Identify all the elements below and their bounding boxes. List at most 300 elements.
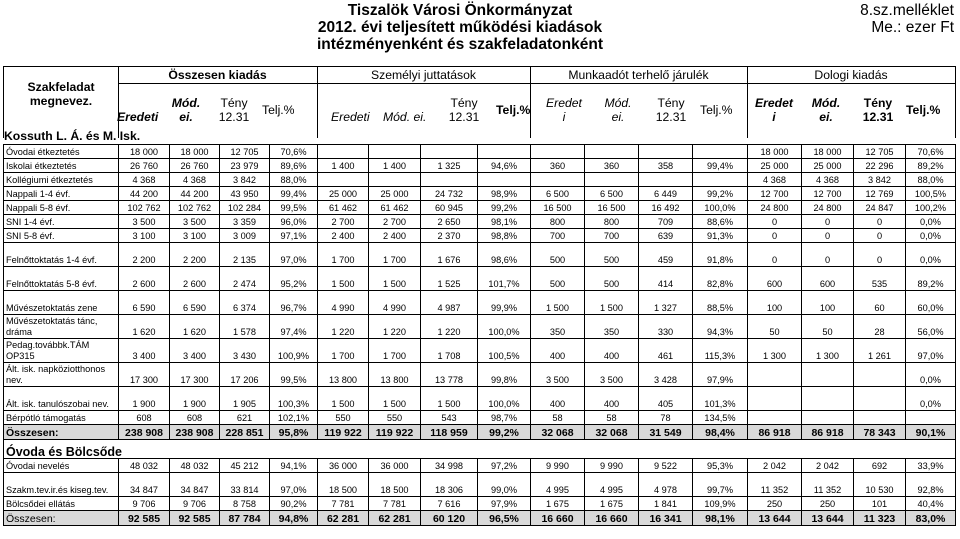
value-cell: 0 xyxy=(854,229,906,243)
value-cell: 3 428 xyxy=(639,363,693,387)
value-cell xyxy=(802,411,854,425)
value-cell: 34 998 xyxy=(421,459,478,473)
value-cell: 16 660 xyxy=(585,511,639,526)
row-label: Kollégiumi étkeztetés xyxy=(4,173,119,187)
value-cell: 33,9% xyxy=(906,459,956,473)
value-cell: 100,2% xyxy=(906,201,956,215)
value-cell: 360 xyxy=(531,159,585,173)
sub-eredet-4: Eredet i xyxy=(755,96,793,124)
value-cell: 1 700 xyxy=(369,339,421,363)
section-title: Óvoda és Bölcsőde xyxy=(4,440,956,459)
value-cell: 1 841 xyxy=(639,497,693,511)
value-cell: 98,9% xyxy=(478,187,531,201)
value-cell: 0 xyxy=(802,243,854,267)
sub-mod-ei-2: Mód. ei. xyxy=(383,110,427,124)
value-cell: 0,0% xyxy=(906,243,956,267)
value-cell: 400 xyxy=(585,387,639,411)
value-cell: 32 068 xyxy=(531,425,585,440)
value-cell: 1 700 xyxy=(318,243,369,267)
value-cell: 78 xyxy=(639,411,693,425)
value-cell: 99,8% xyxy=(478,363,531,387)
value-cell: 3 100 xyxy=(170,229,220,243)
title-line-3: intézményenként és szakfeladatonként xyxy=(317,36,603,53)
value-cell: 350 xyxy=(585,315,639,339)
value-cell: 1 676 xyxy=(421,243,478,267)
value-cell: 500 xyxy=(531,267,585,291)
value-cell: 1 220 xyxy=(421,315,478,339)
value-cell: 16 660 xyxy=(531,511,585,526)
value-cell: 11 323 xyxy=(854,511,906,526)
value-cell: 2 370 xyxy=(421,229,478,243)
value-cell: 16 492 xyxy=(639,201,693,215)
value-cell: 1 500 xyxy=(318,267,369,291)
value-cell: 109,9% xyxy=(693,497,748,511)
value-cell: 97,0% xyxy=(270,243,318,267)
value-cell: 50 xyxy=(748,315,802,339)
value-cell xyxy=(585,145,639,159)
value-cell: 97,2% xyxy=(478,459,531,473)
value-cell: 16 341 xyxy=(639,511,693,526)
row-label: Bérpótló támogatás xyxy=(4,411,119,425)
value-cell: 101,7% xyxy=(478,267,531,291)
value-cell: 7 781 xyxy=(369,497,421,511)
sub-eredet-3: Eredet i xyxy=(546,96,582,124)
value-cell: 134,5% xyxy=(693,411,748,425)
group-szemelyi: Személyi juttatások xyxy=(371,68,476,82)
value-cell: 1 500 xyxy=(318,387,369,411)
value-cell: 18 500 xyxy=(318,473,369,497)
value-cell: 100,9% xyxy=(270,339,318,363)
value-cell: 97,9% xyxy=(478,497,531,511)
row-label: Felnőttoktatás 5-8 évf. xyxy=(4,267,119,291)
value-cell: 60 120 xyxy=(421,511,478,526)
value-cell: 58 xyxy=(531,411,585,425)
value-cell: 99,5% xyxy=(270,201,318,215)
value-cell: 61 462 xyxy=(318,201,369,215)
value-cell: 25 000 xyxy=(318,187,369,201)
value-cell: 500 xyxy=(585,267,639,291)
value-cell: 99,0% xyxy=(478,473,531,497)
value-cell: 7 616 xyxy=(421,497,478,511)
value-cell: 102 284 xyxy=(220,201,270,215)
value-cell: 608 xyxy=(170,411,220,425)
value-cell: 88,5% xyxy=(693,291,748,315)
value-cell: 13 800 xyxy=(318,363,369,387)
value-cell: 0,0% xyxy=(906,215,956,229)
table-row xyxy=(4,201,956,215)
value-cell: 709 xyxy=(639,215,693,229)
row-label: Iskolai étkeztetés xyxy=(4,159,119,173)
value-cell: 99,4% xyxy=(693,159,748,173)
value-cell: 56,0% xyxy=(906,315,956,339)
row-label: Nappali 5-8 évf. xyxy=(4,201,119,215)
value-cell xyxy=(802,363,854,387)
value-cell: 400 xyxy=(585,339,639,363)
value-cell: 2 135 xyxy=(220,243,270,267)
value-cell: 6 449 xyxy=(639,187,693,201)
value-cell: 1 708 xyxy=(421,339,478,363)
value-cell: 95,2% xyxy=(270,267,318,291)
group-dologi: Dologi kiadás xyxy=(814,68,888,82)
value-cell: 0,0% xyxy=(906,363,956,387)
value-cell: 118 959 xyxy=(421,425,478,440)
value-cell: 2 400 xyxy=(369,229,421,243)
value-cell: 0 xyxy=(802,215,854,229)
value-cell: 0,0% xyxy=(906,387,956,411)
unit-label: Me.: ezer Ft xyxy=(871,19,954,36)
value-cell: 550 xyxy=(318,411,369,425)
sub-telj-3: Telj.% xyxy=(700,103,733,117)
value-cell xyxy=(748,411,802,425)
report-title xyxy=(250,2,670,53)
value-cell: 3 100 xyxy=(119,229,170,243)
value-cell xyxy=(369,173,421,187)
value-cell: 16 500 xyxy=(585,201,639,215)
value-cell: 1 620 xyxy=(119,315,170,339)
row-label: Ált. isk. napköziotthonos nev. xyxy=(4,363,119,387)
value-cell: 18 306 xyxy=(421,473,478,497)
value-cell: 13 644 xyxy=(802,511,854,526)
value-cell: 50 xyxy=(802,315,854,339)
value-cell: 1 700 xyxy=(369,243,421,267)
table-row xyxy=(4,411,956,425)
value-cell: 1 400 xyxy=(318,159,369,173)
value-cell: 2 600 xyxy=(119,267,170,291)
value-cell: 9 706 xyxy=(170,497,220,511)
row-label: Óvodai nevelés xyxy=(4,459,119,473)
header-szakfeladat: Szakfeladat megnevez. xyxy=(27,80,95,108)
row-label: Ált. isk. tanulószobai nev. xyxy=(4,387,119,411)
value-cell: 96,0% xyxy=(270,215,318,229)
value-cell: 99,4% xyxy=(270,187,318,201)
value-cell: 100,3% xyxy=(270,387,318,411)
value-cell: 101,3% xyxy=(693,387,748,411)
value-cell xyxy=(639,173,693,187)
value-cell: 100,0% xyxy=(478,315,531,339)
value-cell: 608 xyxy=(119,411,170,425)
value-cell: 100 xyxy=(802,291,854,315)
value-cell: 3 500 xyxy=(119,215,170,229)
value-cell: 1 700 xyxy=(318,339,369,363)
value-cell: 1 525 xyxy=(421,267,478,291)
value-cell: 2 400 xyxy=(318,229,369,243)
value-cell: 3 400 xyxy=(170,339,220,363)
value-cell: 700 xyxy=(585,229,639,243)
value-cell xyxy=(802,387,854,411)
sub-telj-2: Telj.% xyxy=(496,103,531,117)
value-cell: 70,6% xyxy=(270,145,318,159)
value-cell: 3 500 xyxy=(170,215,220,229)
value-cell: 4 995 xyxy=(585,473,639,497)
sub-mod-4: Mód. ei. xyxy=(811,96,841,124)
value-cell: 90,2% xyxy=(270,497,318,511)
value-cell: 692 xyxy=(854,459,906,473)
value-cell xyxy=(748,363,802,387)
sub-eredeti-1: Eredeti xyxy=(117,110,159,124)
value-cell: 92,8% xyxy=(906,473,956,497)
total-row xyxy=(4,511,956,526)
value-cell: 78 343 xyxy=(854,425,906,440)
value-cell: 800 xyxy=(585,215,639,229)
row-label: Óvodai étkeztetés xyxy=(4,145,119,159)
value-cell: 22 296 xyxy=(854,159,906,173)
value-cell: 1 675 xyxy=(585,497,639,511)
value-cell: 23 979 xyxy=(220,159,270,173)
value-cell xyxy=(639,145,693,159)
value-cell: 2 042 xyxy=(748,459,802,473)
value-cell: 17 300 xyxy=(119,363,170,387)
value-cell: 12 700 xyxy=(802,187,854,201)
row-label: Szakm.tev.ir.és kiseg.tev. xyxy=(4,473,119,497)
table-row xyxy=(4,363,956,387)
value-cell: 1 300 xyxy=(802,339,854,363)
value-cell: 250 xyxy=(802,497,854,511)
value-cell: 48 032 xyxy=(119,459,170,473)
table-row xyxy=(4,497,956,511)
value-cell: 1 300 xyxy=(748,339,802,363)
value-cell: 17 300 xyxy=(170,363,220,387)
value-cell: 61 462 xyxy=(369,201,421,215)
value-cell xyxy=(369,145,421,159)
value-cell: 43 950 xyxy=(220,187,270,201)
value-cell: 0,0% xyxy=(906,229,956,243)
value-cell: 99,7% xyxy=(693,473,748,497)
value-cell xyxy=(421,145,478,159)
table-row xyxy=(4,229,956,243)
value-cell: 1 400 xyxy=(369,159,421,173)
value-cell: 1 327 xyxy=(639,291,693,315)
value-cell xyxy=(906,411,956,425)
value-cell: 2 600 xyxy=(170,267,220,291)
value-cell: 9 990 xyxy=(531,459,585,473)
value-cell: 3 009 xyxy=(220,229,270,243)
value-cell: 16 500 xyxy=(531,201,585,215)
value-cell: 96,5% xyxy=(478,511,531,526)
value-cell xyxy=(478,145,531,159)
value-cell: 1 900 xyxy=(170,387,220,411)
value-cell: 621 xyxy=(220,411,270,425)
value-cell: 2 700 xyxy=(369,215,421,229)
value-cell: 405 xyxy=(639,387,693,411)
value-cell: 95,3% xyxy=(693,459,748,473)
value-cell: 18 000 xyxy=(748,145,802,159)
value-cell: 18 500 xyxy=(369,473,421,497)
value-cell: 2 200 xyxy=(170,243,220,267)
value-cell: 228 851 xyxy=(220,425,270,440)
value-cell: 4 987 xyxy=(421,291,478,315)
value-cell: 4 368 xyxy=(170,173,220,187)
value-cell: 115,3% xyxy=(693,339,748,363)
value-cell: 97,4% xyxy=(270,315,318,339)
total-row xyxy=(4,425,956,440)
value-cell: 4 990 xyxy=(369,291,421,315)
value-cell: 62 281 xyxy=(369,511,421,526)
value-cell: 36 000 xyxy=(318,459,369,473)
value-cell: 1 578 xyxy=(220,315,270,339)
value-cell: 6 590 xyxy=(119,291,170,315)
value-cell xyxy=(854,363,906,387)
value-cell: 414 xyxy=(639,267,693,291)
value-cell: 94,8% xyxy=(270,511,318,526)
value-cell: 1 500 xyxy=(421,387,478,411)
value-cell: 60,0% xyxy=(906,291,956,315)
value-cell: 18 000 xyxy=(170,145,220,159)
row-label: Bölcsődei ellátás xyxy=(4,497,119,511)
value-cell xyxy=(421,173,478,187)
table-row xyxy=(4,315,956,339)
value-cell: 2 200 xyxy=(119,243,170,267)
row-label: Pedag.továbbk.TÁM OP315 xyxy=(4,339,119,363)
value-cell: 45 212 xyxy=(220,459,270,473)
value-cell: 34 847 xyxy=(119,473,170,497)
value-cell: 1 675 xyxy=(531,497,585,511)
value-cell: 96,7% xyxy=(270,291,318,315)
value-cell: 9 706 xyxy=(119,497,170,511)
value-cell: 92 585 xyxy=(170,511,220,526)
value-cell: 3 400 xyxy=(119,339,170,363)
value-cell: 3 842 xyxy=(854,173,906,187)
value-cell: 4 368 xyxy=(802,173,854,187)
value-cell: 44 200 xyxy=(119,187,170,201)
row-label: Művészetoktatás zene xyxy=(4,291,119,315)
value-cell: 12 705 xyxy=(854,145,906,159)
value-cell: 98,1% xyxy=(478,215,531,229)
table-row xyxy=(4,159,956,173)
value-cell xyxy=(854,411,906,425)
value-cell xyxy=(748,387,802,411)
value-cell: 18 000 xyxy=(802,145,854,159)
value-cell: 32 068 xyxy=(585,425,639,440)
value-cell: 86 918 xyxy=(802,425,854,440)
value-cell: 100,0% xyxy=(693,201,748,215)
value-cell: 500 xyxy=(531,243,585,267)
value-cell: 58 xyxy=(585,411,639,425)
value-cell: 34 847 xyxy=(170,473,220,497)
value-cell: 1 500 xyxy=(369,387,421,411)
value-cell: 98,7% xyxy=(478,411,531,425)
value-cell: 48 032 xyxy=(170,459,220,473)
value-cell: 4 978 xyxy=(639,473,693,497)
value-cell: 119 922 xyxy=(369,425,421,440)
value-cell: 70,6% xyxy=(906,145,956,159)
value-cell: 83,0% xyxy=(906,511,956,526)
value-cell: 459 xyxy=(639,243,693,267)
value-cell: 8 758 xyxy=(220,497,270,511)
sub-mod-3: Mód. ei. xyxy=(604,96,632,124)
row-label: Művészetoktatás tánc, dráma xyxy=(4,315,119,339)
value-cell: 0 xyxy=(748,215,802,229)
value-cell: 99,2% xyxy=(478,201,531,215)
value-cell: 99,2% xyxy=(478,425,531,440)
value-cell: 700 xyxy=(531,229,585,243)
value-cell: 2 700 xyxy=(318,215,369,229)
value-cell: 0 xyxy=(854,243,906,267)
table-row xyxy=(4,291,956,315)
value-cell: 250 xyxy=(748,497,802,511)
value-cell: 2 650 xyxy=(421,215,478,229)
value-cell: 1 905 xyxy=(220,387,270,411)
value-cell: 99,5% xyxy=(270,363,318,387)
value-cell: 238 908 xyxy=(170,425,220,440)
value-cell: 97,9% xyxy=(693,363,748,387)
value-cell: 90,1% xyxy=(906,425,956,440)
row-label: Nappali 1-4 évf. xyxy=(4,187,119,201)
value-cell: 60 945 xyxy=(421,201,478,215)
value-cell: 6 500 xyxy=(531,187,585,201)
value-cell: 86 918 xyxy=(748,425,802,440)
sub-teny-4: Tény 12.31 xyxy=(862,96,894,124)
value-cell: 1 500 xyxy=(369,267,421,291)
value-cell: 91,3% xyxy=(693,229,748,243)
value-cell: 500 xyxy=(585,243,639,267)
value-cell: 100,5% xyxy=(478,339,531,363)
value-cell: 28 xyxy=(854,315,906,339)
value-cell: 102 762 xyxy=(170,201,220,215)
table-row xyxy=(4,267,956,291)
value-cell: 17 206 xyxy=(220,363,270,387)
sub-teny-3: Tény 12.31 xyxy=(655,96,687,124)
value-cell: 87 784 xyxy=(220,511,270,526)
value-cell: 26 760 xyxy=(170,159,220,173)
value-cell xyxy=(531,145,585,159)
value-cell: 1 900 xyxy=(119,387,170,411)
sub-teny-1: Tény 12.31 xyxy=(218,96,250,124)
value-cell: 102,1% xyxy=(270,411,318,425)
value-cell: 6 500 xyxy=(585,187,639,201)
table-row xyxy=(4,339,956,363)
value-cell: 94,1% xyxy=(270,459,318,473)
value-cell: 3 500 xyxy=(531,363,585,387)
section-row-ovoda xyxy=(4,440,956,459)
value-cell: 24 732 xyxy=(421,187,478,201)
value-cell: 0 xyxy=(854,215,906,229)
value-cell: 100 xyxy=(748,291,802,315)
value-cell: 26 760 xyxy=(119,159,170,173)
value-cell: 94,6% xyxy=(478,159,531,173)
value-cell: 25 000 xyxy=(748,159,802,173)
row-label: Felnőttoktatás 1-4 évf. xyxy=(4,243,119,267)
value-cell: 2 042 xyxy=(802,459,854,473)
value-cell: 535 xyxy=(854,267,906,291)
value-cell: 99,2% xyxy=(693,187,748,201)
appendix-info xyxy=(860,2,954,36)
value-cell: 1 220 xyxy=(318,315,369,339)
value-cell: 88,6% xyxy=(693,215,748,229)
value-cell: 13 800 xyxy=(369,363,421,387)
value-cell: 97,0% xyxy=(906,339,956,363)
value-cell: 11 352 xyxy=(802,473,854,497)
value-cell: 98,8% xyxy=(478,229,531,243)
value-cell: 6 590 xyxy=(170,291,220,315)
value-cell: 36 000 xyxy=(369,459,421,473)
value-cell: 600 xyxy=(748,267,802,291)
value-cell: 3 842 xyxy=(220,173,270,187)
value-cell: 350 xyxy=(531,315,585,339)
value-cell: 3 500 xyxy=(585,363,639,387)
value-cell: 543 xyxy=(421,411,478,425)
value-cell: 238 908 xyxy=(119,425,170,440)
value-cell: 99,9% xyxy=(478,291,531,315)
value-cell: 24 800 xyxy=(802,201,854,215)
header-top-border xyxy=(3,66,955,67)
row-label: SNI 5-8 évf. xyxy=(4,229,119,243)
value-cell: 92 585 xyxy=(119,511,170,526)
value-cell xyxy=(318,145,369,159)
value-cell: 1 500 xyxy=(531,291,585,315)
value-cell: 97,1% xyxy=(270,229,318,243)
value-cell: 0 xyxy=(802,229,854,243)
value-cell: 400 xyxy=(531,339,585,363)
